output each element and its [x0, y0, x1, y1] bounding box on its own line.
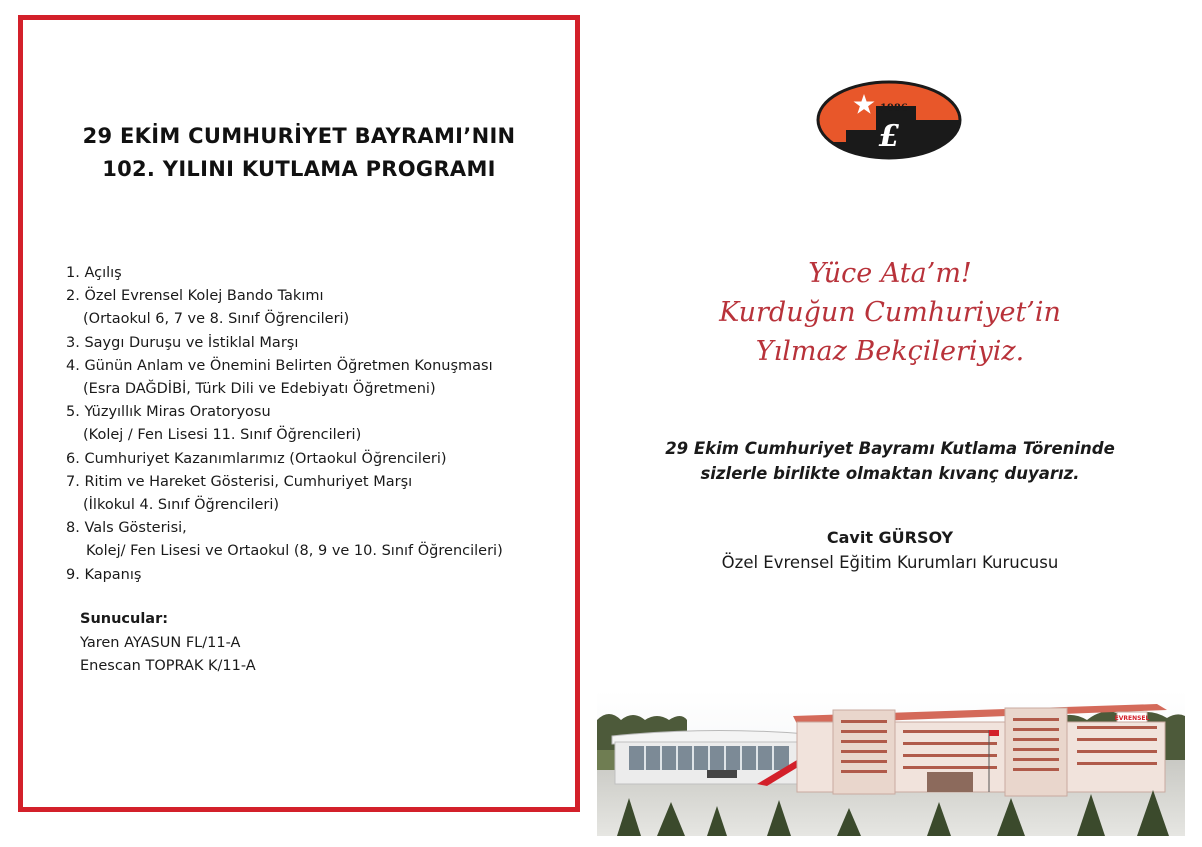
invitation-line1: 29 Ekim Cumhuriyet Bayramı Kutlama Töreninde — [665, 439, 1115, 458]
presenter-2: Enescan TOPRAK K/11-A — [80, 658, 256, 674]
invitation — [590, 436, 1190, 486]
program-item: 6. Cumhuriyet Kazanımlarımız (Ortaokul Öğrencileri) — [66, 450, 447, 467]
campus-illustration — [597, 690, 1185, 836]
program-item: 9. Kapanış — [66, 566, 142, 583]
program-item: 2. Özel Evrensel Kolej Bando Takımı — [66, 288, 324, 305]
school-logo — [816, 80, 962, 160]
program-item: (İlkokul 4. Sınıf Öğrencileri) — [83, 497, 280, 514]
signer-name: Cavit GÜRSOY — [826, 528, 954, 547]
program-item: 7. Ritim ve Hareket Gösterisi, Cumhuriyet Marşı — [66, 473, 413, 490]
program-list — [66, 262, 503, 587]
motto-line1: Yüce Ata’m! — [808, 258, 972, 289]
presenters — [80, 608, 256, 679]
invitation-line2: sizlerle birlikte olmaktan kıvanç duyarız. — [700, 464, 1080, 483]
program-item: Kolej/ Fen Lisesi ve Ortaokul (8, 9 ve 10. Sınıf Öğrencileri) — [86, 543, 503, 560]
program-item: 4. Günün Anlam ve Önemini Belirten Öğretmen Konuşması — [66, 357, 493, 374]
program-title-line2: 102. YILINI KUTLAMA PROGRAMI — [102, 157, 496, 181]
program-item: 3. Saygı Duruşu ve İstiklal Marşı — [66, 334, 299, 351]
signer-title: Özel Evrensel Eğitim Kurumları Kurucusu — [721, 553, 1059, 572]
logo-monogram: £ — [878, 119, 900, 154]
motto-line3: Yılmaz Bekçileriyiz. — [755, 336, 1025, 367]
program-item: 5. Yüzyıllık Miras Oratoryosu — [66, 404, 271, 421]
program-title-line1: 29 EKİM CUMHURİYET BAYRAMI’NIN — [82, 124, 516, 148]
program-item: 1. Açılış — [66, 265, 122, 281]
program-item: (Ortaokul 6, 7 ve 8. Sınıf Öğrencileri) — [83, 311, 350, 328]
building-sign: EVRENSEL — [1114, 715, 1150, 722]
program-title — [23, 120, 575, 186]
logo-year: 1986 — [880, 103, 908, 114]
motto-line2: Kurduğun Cumhuriyet’in — [719, 297, 1061, 328]
motto — [590, 254, 1190, 371]
program-item: (Kolej / Fen Lisesi 11. Sınıf Öğrencileri) — [83, 427, 362, 444]
presenter-1: Yaren AYASUN FL/11-A — [80, 634, 241, 651]
sports-hall — [612, 730, 807, 786]
program-panel — [18, 15, 580, 812]
program-item: (Esra DAĞDİBİ, Türk Dili ve Edebiyatı Öğretmeni) — [83, 381, 436, 398]
program-item: 8. Vals Gösterisi, — [66, 520, 187, 537]
presenters-label: Sunucular: — [80, 611, 169, 627]
